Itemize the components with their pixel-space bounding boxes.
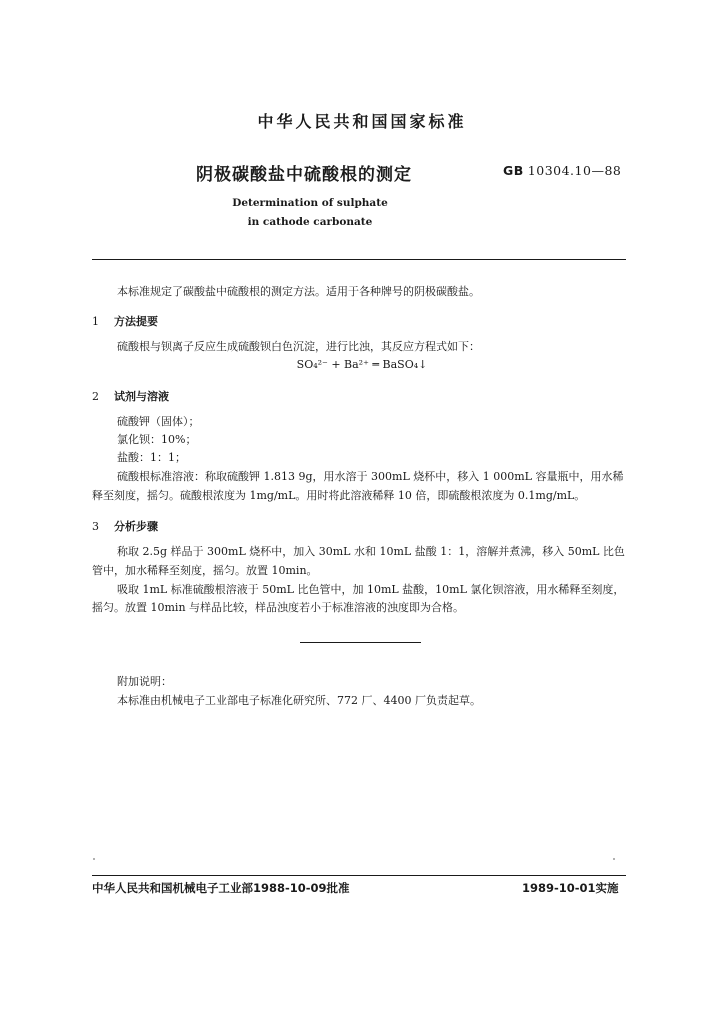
english-title-line1: Determination of sulphate	[232, 197, 388, 209]
header-rule	[92, 259, 626, 260]
section-1-text: 硫酸根与钡离子反应生成硫酸钡白色沉淀，进行比浊，其反应方程式如下：	[117, 340, 480, 353]
reagent-item: 氯化钡：10%；	[117, 433, 197, 446]
appendix-title: 附加说明：	[117, 675, 172, 688]
section-heading-2	[92, 388, 169, 404]
end-rule	[300, 642, 421, 643]
english-title-line2: in cathode carbonate	[247, 216, 373, 228]
section-title: 试剂与溶液	[114, 390, 169, 403]
gb-code	[503, 163, 621, 178]
scan-speck	[613, 858, 615, 860]
section-number: 2	[92, 390, 99, 403]
reaction-equation: SO₄²⁻ + Ba²⁺ ═ BaSO₄↓	[296, 358, 428, 371]
national-standard-heading: 中华人民共和国国家标准	[257, 112, 467, 131]
procedure-p2-line1: 吸取 1mL 标准硫酸根溶液于 50mL 比色管中，加 10mL 盐酸，10mL 氯化钡溶液，用水稀释至刻度，	[117, 583, 625, 596]
section-title: 分析步骤	[114, 520, 158, 533]
approval-line: 中华人民共和国机械电子工业部1988-10-09批准	[92, 881, 350, 895]
implementation-date: 1989-10-01实施	[522, 881, 619, 895]
intro-paragraph: 本标准规定了碳酸盐中硫酸根的测定方法。适用于各种牌号的阴极碳酸盐。	[117, 285, 480, 298]
procedure-p1-line2: 管中，加水稀释至刻度，摇匀。放置 10min。	[92, 564, 318, 577]
gb-prefix: GB	[503, 163, 524, 178]
section-number: 1	[92, 315, 99, 328]
reagent-item: 盐酸：1：1；	[117, 451, 186, 464]
gb-number: 10304.10—88	[527, 163, 622, 178]
footer-rule	[92, 875, 626, 876]
document-title: 阴极碳酸盐中硫酸根的测定	[196, 165, 412, 185]
section-heading-3	[92, 518, 158, 534]
appendix-text: 本标准由机械电子工业部电子标准化研究所、772 厂、4400 厂负责起草。	[117, 694, 481, 707]
standard-solution-line2: 释至刻度，摇匀。硫酸根浓度为 1mg/mL。用时将此溶液稀释 10 倍，即硫酸根浓度为 0.1mg/mL。	[92, 489, 586, 502]
reagent-item: 硫酸钾（固体）；	[117, 415, 200, 428]
procedure-p1-line1: 称取 2.5g 样品于 300mL 烧杯中，加入 30mL 水和 10mL 盐酸 1：1，溶解并煮沸，移入 50mL 比色	[117, 545, 625, 558]
section-number: 3	[92, 520, 99, 533]
procedure-p2-line2: 摇匀。放置 10min 与样品比较，样品浊度若小于标准溶液的浊度即为合格。	[92, 601, 465, 614]
scan-speck	[93, 858, 95, 860]
standard-solution-line1: 硫酸根标准溶液：称取硫酸钾 1.813 9g，用水溶于 300mL 烧杯中，移入 1 000mL 容量瓶中，用水稀	[117, 470, 624, 483]
section-title: 方法提要	[114, 315, 158, 328]
section-heading-1	[92, 313, 158, 329]
